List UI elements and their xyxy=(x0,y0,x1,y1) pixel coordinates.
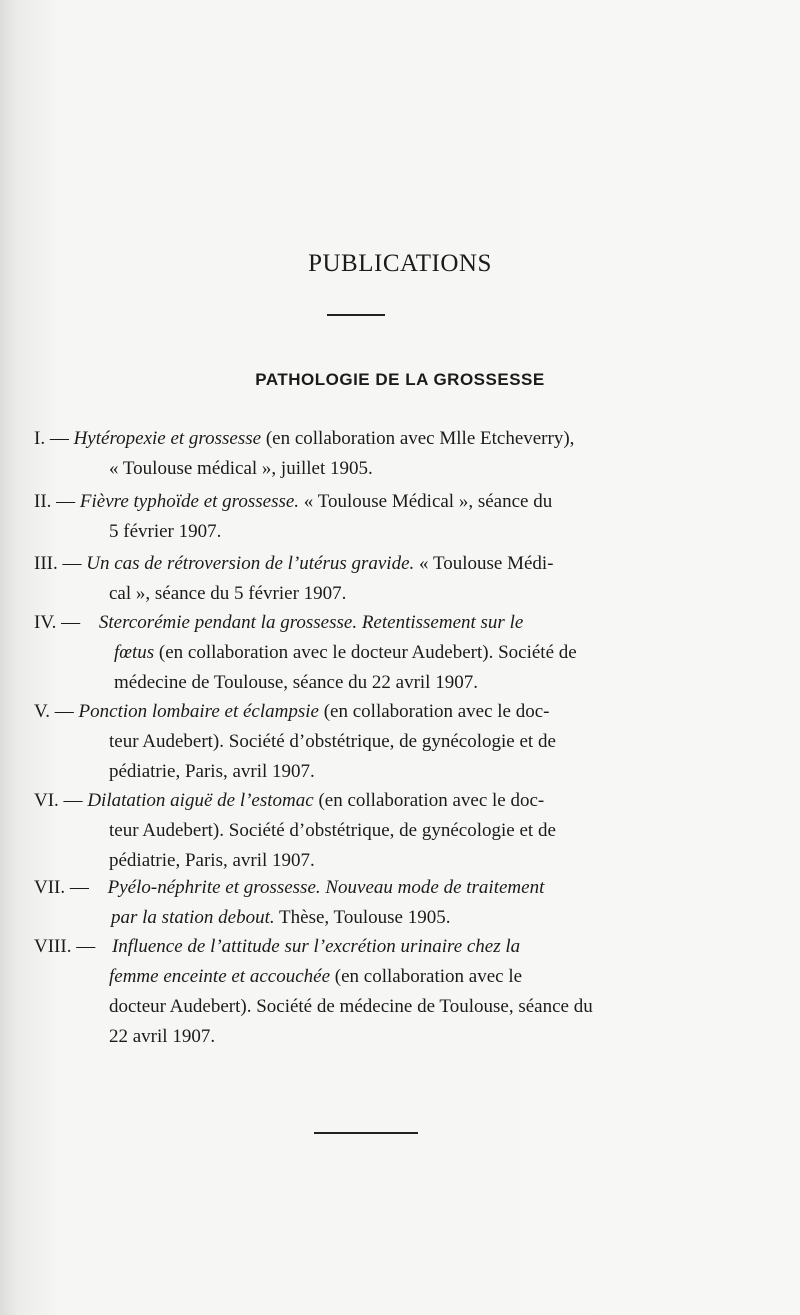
publication-entry-5 xyxy=(34,697,681,787)
entry-title: Hytéropexie et grossesse xyxy=(73,428,262,449)
entry-line xyxy=(34,424,681,454)
entry-line xyxy=(34,932,681,962)
end-divider xyxy=(314,1132,418,1134)
entry-title: femme enceinte et accouchée xyxy=(109,966,331,987)
entry-number: I. — xyxy=(34,428,69,449)
entry-line xyxy=(34,786,681,816)
entry-text: (en collaboration avec le doc- xyxy=(318,790,545,811)
entry-text: teur Audebert). Société d’obstétrique, de gynécologie et de xyxy=(109,731,556,752)
entry-line xyxy=(34,992,681,1022)
entry-title: Fièvre typhoïde et grossesse. xyxy=(79,491,300,512)
entry-line: 22 avril 1907. xyxy=(109,1026,216,1047)
entry-number: VII. — xyxy=(34,877,89,898)
entry-text: teur Audebert). Société d’obstétrique, de gynécologie et de xyxy=(109,820,556,841)
entry-title: Ponction lombaire et éclampsie xyxy=(78,701,319,722)
entry-title: Pyélo-néphrite et grossesse. Nouveau mode de traitement xyxy=(107,877,545,898)
entry-line: pédiatrie, Paris, avril 1907. xyxy=(109,761,315,782)
entry-text: Thèse, Toulouse 1905. xyxy=(274,907,451,928)
entry-line xyxy=(34,962,681,992)
entry-text: « Toulouse Médical », séance du xyxy=(303,491,553,512)
entry-line xyxy=(34,697,681,727)
section-heading: PATHOLOGIE DE LA GROSSESSE xyxy=(255,370,545,389)
publication-entry-8 xyxy=(34,932,681,1052)
entry-line xyxy=(34,727,681,757)
entry-number: VI. — xyxy=(34,790,83,811)
entry-text: (en collaboration avec le xyxy=(334,966,523,987)
entry-line xyxy=(34,873,681,903)
publication-entry-7 xyxy=(34,873,681,933)
entry-line xyxy=(34,903,681,933)
title-divider xyxy=(327,314,385,316)
entry-title: Influence de l’attitude sur l’excrétion urinaire chez la xyxy=(111,936,521,957)
entry-line: pédiatrie, Paris, avril 1907. xyxy=(109,850,315,871)
publication-entry-2 xyxy=(34,487,681,547)
entry-text: « Toulouse Médi- xyxy=(419,553,554,574)
entry-title: Dilatation aiguë de l’estomac xyxy=(87,790,314,811)
publication-entry-4 xyxy=(34,608,681,698)
entry-number: III. — xyxy=(34,553,82,574)
entry-number: II. — xyxy=(34,491,76,512)
entry-text: docteur Audebert). Société de médecine de Toulouse, séance du xyxy=(109,996,593,1017)
entry-title: Stercorémie pendant la grossesse. Retentissement sur le xyxy=(98,612,524,633)
entry-title: fœtus xyxy=(114,642,155,663)
entry-line xyxy=(34,549,681,579)
entry-text: (en collaboration avec Mlle Etcheverry), xyxy=(265,428,575,449)
entry-title: Un cas de rétroversion de l’utérus gravide. xyxy=(86,553,415,574)
page-title: PUBLICATIONS xyxy=(308,250,492,277)
entry-line: médecine de Toulouse, séance du 22 avril 1907. xyxy=(114,672,478,693)
entry-line xyxy=(34,608,681,638)
entry-text: (en collaboration avec le docteur Audebert). Société de xyxy=(158,642,577,663)
entry-title: par la station debout. xyxy=(111,907,275,928)
entry-line xyxy=(34,487,681,517)
entry-line: 5 février 1907. xyxy=(109,521,222,542)
entry-line: « Toulouse médical », juillet 1905. xyxy=(109,458,373,479)
entry-line xyxy=(34,638,681,668)
entry-number: IV. — xyxy=(34,612,81,633)
entry-text: (en collaboration avec le doc- xyxy=(323,701,550,722)
entry-number: V. — xyxy=(34,701,74,722)
entry-line: cal », séance du 5 février 1907. xyxy=(109,583,347,604)
publication-entry-1 xyxy=(34,424,681,484)
entry-number: VIII. — xyxy=(34,936,96,957)
entry-line xyxy=(34,816,681,846)
publication-entry-6 xyxy=(34,786,681,876)
publication-entry-3 xyxy=(34,549,681,609)
